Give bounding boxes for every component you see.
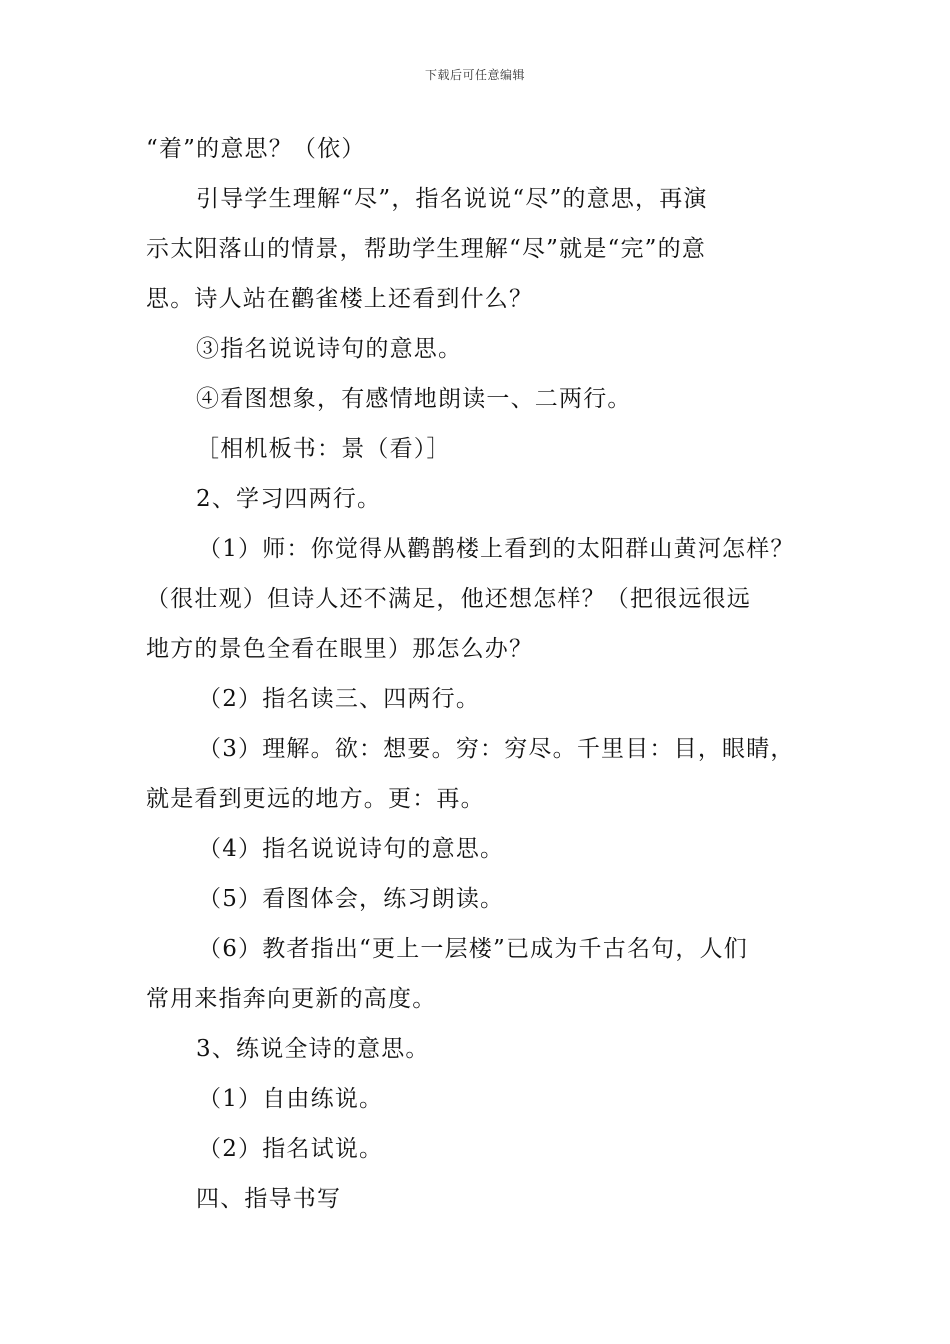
paragraph-line: （5）看图体会，练习朗读。 (198, 886, 505, 912)
page-header-note: 下载后可任意编辑 (424, 68, 525, 82)
paragraph-line: ［相机板书：景（看）］ (196, 436, 451, 462)
paragraph-line: 引导学生理解“尽”，指名说说“尽”的意思，再演 (196, 186, 708, 212)
document-body (146, 124, 810, 1224)
section-heading: 2、学习四两行。 (196, 486, 382, 512)
paragraph-line: （很壮观）但诗人还不满足，他还想怎样？（把很远很远 (146, 586, 751, 612)
section-heading: 四、指导书写 (196, 1186, 342, 1212)
paragraph-line: （6）教者指出“更上一层楼”已成为千古名句，人们 (198, 936, 748, 962)
paragraph-line: （2）指名试说。 (198, 1136, 384, 1162)
paragraph-line: （1）师：你觉得从鹳鹊楼上看到的太阳群山黄河怎样？ (198, 536, 795, 562)
paragraph-line: 思。诗人站在鹳雀楼上还看到什么？ (146, 286, 534, 312)
paragraph-line: （4）指名说说诗句的意思。 (198, 836, 505, 862)
paragraph-line: 示太阳落山的情景，帮助学生理解“尽”就是“完”的意 (146, 236, 707, 262)
paragraph-line: 就是看到更远的地方。更：再。 (146, 786, 485, 812)
paragraph-line: 地方的景色全看在眼里）那怎么办？ (146, 636, 534, 662)
paragraph-line: “着”的意思？（依） (146, 136, 366, 162)
paragraph-line: ③指名说说诗句的意思。 (196, 336, 463, 362)
paragraph-line: ④看图想象，有感情地朗读一、二两行。 (196, 386, 632, 412)
paragraph-line: （2）指名读三、四两行。 (198, 686, 481, 712)
paragraph-line: （1）自由练说。 (198, 1086, 384, 1112)
section-heading: 3、练说全诗的意思。 (196, 1036, 430, 1062)
paragraph-line: （3）理解。欲：想要。穷：穷尽。千里目：目，眼睛， (198, 736, 795, 762)
paragraph-line: 常用来指奔向更新的高度。 (146, 986, 437, 1012)
